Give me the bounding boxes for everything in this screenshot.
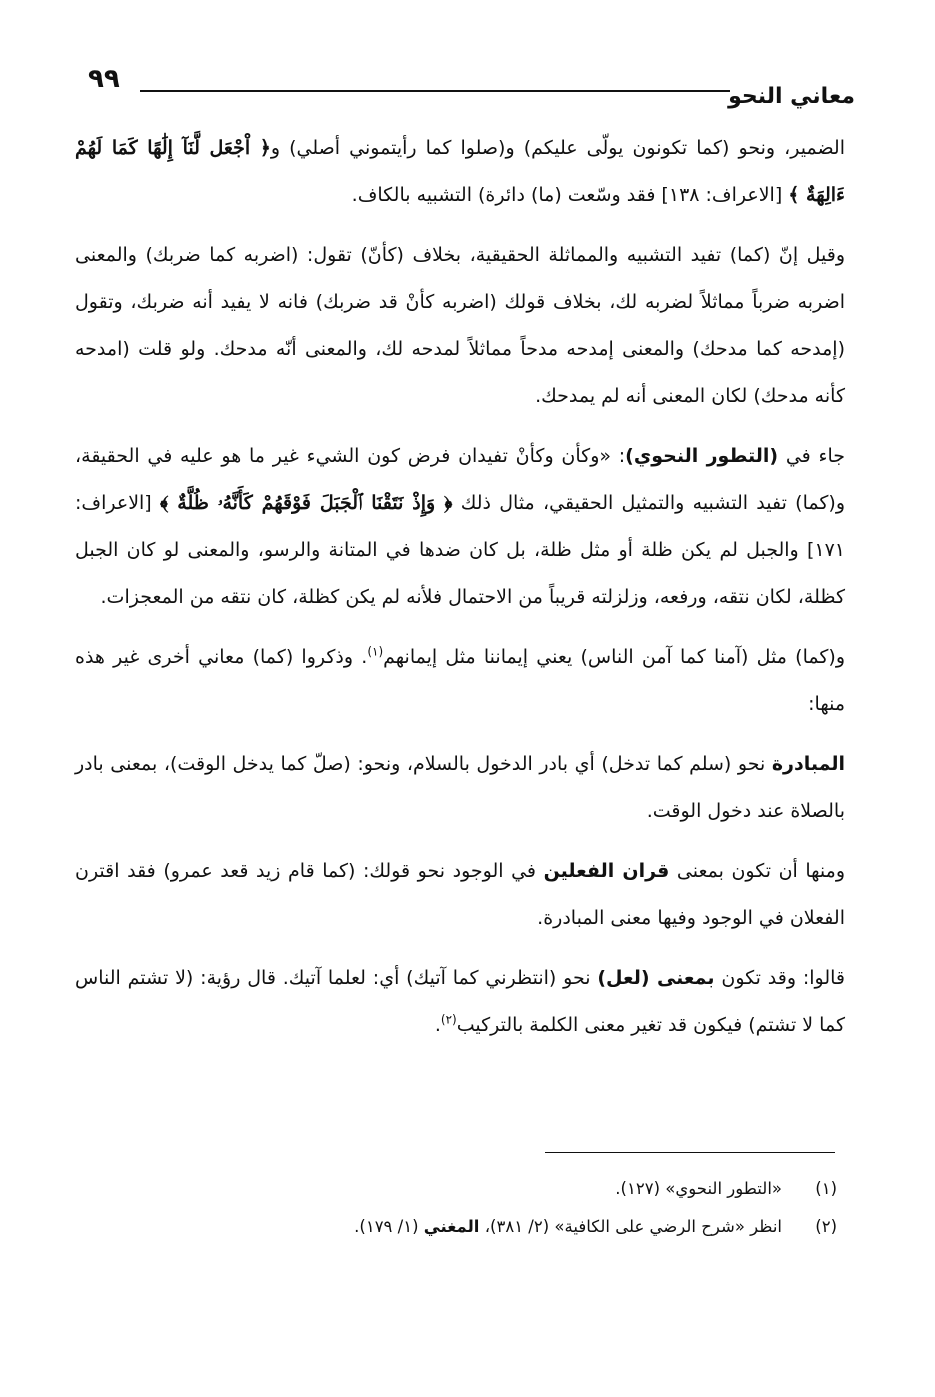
page-header — [80, 62, 855, 110]
footnote-rule — [545, 1152, 835, 1153]
paragraph-2: وقيل إنّ (كما) تفيد التشبيه والمماثلة الحقيقية، بخلاف (كأنّ) تقول: (اضربه كما ضربك) والمعنى اضربه ضرباً مماثلاً لضربه لك، بخلاف قولك (اضربه كأنْ قد ضربك) فانه لا يفيد أنه ضربك، وتقول (إمدحه كما مدحك) والمعنى إمدحه مدحاً مماثلاً لمدحه لك، والمعنى أنّه مدحك. ولو قلت (امدحه كأنه مدحك) لكان المعنى أنه لم يمدحك. — [75, 244, 845, 407]
footnote-text: «التطور النحوي» (١٢٧). — [615, 1179, 782, 1198]
text-run: [الاعراف: ١٣٨] فقد وسّعت (ما) دائرة) التشبيه بالكاف. — [351, 184, 789, 206]
bold-term: قران الفعلين — [543, 860, 670, 882]
text-run: جاء في — [778, 445, 846, 467]
text-run: . وذكروا (كما) معاني أخرى غير هذه منها: — [75, 646, 845, 715]
footnote-ref: (١) — [367, 644, 384, 659]
bold-term: المبادرة — [771, 753, 845, 775]
bold-term: بمعنى (لعل) — [597, 967, 715, 989]
text-run: الضمير، ونحو (كما تكونون يولّى عليكم) و(صلوا كما رأيتموني أصلي) و — [270, 137, 845, 159]
text-run: : «وكأن وكأنْ تفيدان فرض كون الشيء غير ما هو عليه في الحقيقة، و(كما) تفيد التشبيه والتمثيل الحقيقي، مثال ذلك — [75, 445, 846, 514]
book-title: المغني — [423, 1217, 480, 1236]
paragraph-3 — [75, 433, 845, 621]
header-rule — [140, 90, 730, 92]
text-run: نحو (سلم كما تدخل) أي بادر الدخول بالسلام، ونحو: (صلّ كما يدخل الوقت)، بمعنى بادر بالصلاة عند دخول الوقت. — [75, 753, 845, 822]
text-run: انظر «شرح الرضي على الكافية» (٢/ ٣٨١)، — [479, 1217, 782, 1236]
text-run: نحو (انتظرني كما آتيك) أي: لعلما آتيك. قال رؤية: (لا تشتم الناس كما لا تشتم) فيكون قد تغير معنى الكلمة بالتركيب — [75, 967, 845, 1036]
paragraph-7 — [75, 955, 845, 1049]
text-run: ومنها أن تكون بمعنى — [669, 860, 845, 882]
footnote-ref: (٢) — [440, 1012, 457, 1027]
page-number: ٩٩ — [88, 64, 120, 94]
footnote-number: (١) — [815, 1179, 837, 1198]
footnote-2 — [100, 1208, 837, 1246]
body-text — [75, 125, 845, 1062]
book-title: (التطور النحوي) — [625, 445, 779, 467]
footnote-number: (٢) — [815, 1217, 837, 1236]
paragraph-4 — [75, 634, 845, 728]
quran-verse: ﴿ اْجْعَل لَّنَآ إِلَٰهًا كَمَا لَهُمْ ءَالِهَةٌ ﴾ — [75, 137, 845, 206]
footnote-text — [354, 1208, 782, 1246]
paragraph-5 — [75, 741, 845, 835]
paragraph-1 — [75, 125, 845, 219]
footnotes — [100, 1170, 837, 1246]
footnote-1 — [100, 1170, 837, 1208]
text-run: و(كما) مثل (آمنا كما آمن الناس) يعني إيماننا مثل إيمانهم — [383, 646, 845, 668]
text-run: (١/ ١٧٩). — [354, 1217, 424, 1236]
text-run: [الاعراف: ١٧١] والجبل لم يكن ظلة أو مثل ظلة، بل كان ضدها في المتانة والرسو، والمعنى لو كان الجبل كظلة، لكان نتقه، ورفعه، وزلزلته قريباً من الاحتمال فلأنه لم يكن كظلة، كان نتقه من المعجزات. — [75, 492, 845, 608]
text-run: في الوجود نحو قولك: (كما قام زيد قعد عمرو) فقد اقترن الفعلان في الوجود وفيها معنى المبادرة. — [75, 860, 845, 929]
text-run: قالوا: وقد تكون — [714, 967, 845, 989]
paragraph-6 — [75, 848, 845, 942]
running-title: معاني النحو — [728, 84, 855, 109]
quran-verse: ﴿ وَإِذْ نَتَقْنَا ٱلْجَبَلَ فَوْقَهُمْ كَأَنَّهُۥ ظُلَّةٌ ﴾ — [160, 492, 453, 514]
text-run: . — [434, 1014, 441, 1036]
